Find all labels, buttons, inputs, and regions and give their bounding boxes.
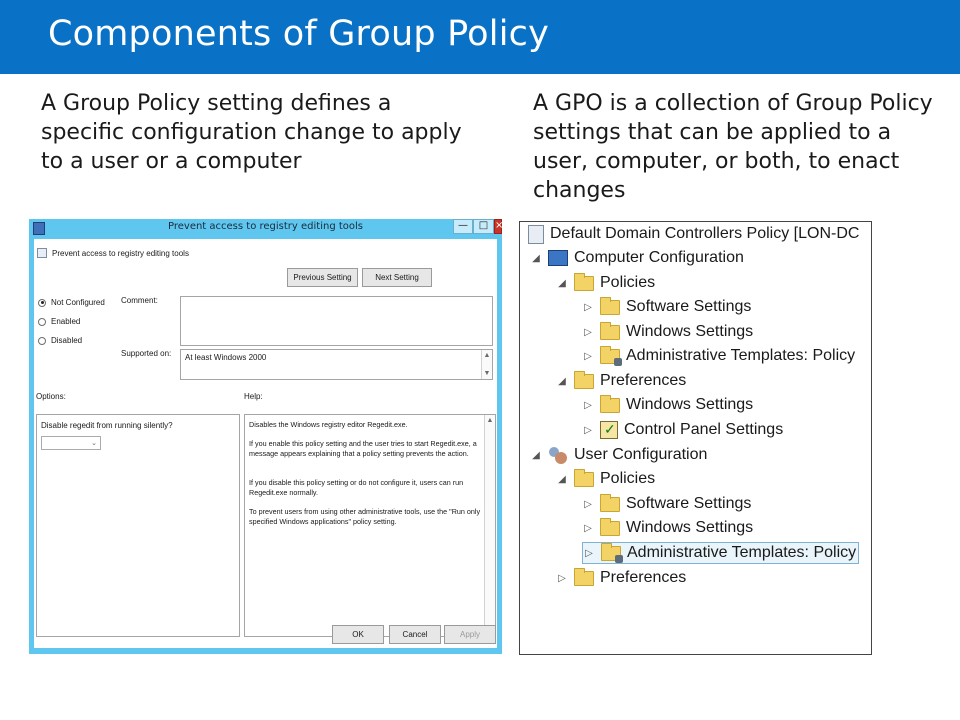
- tree-item-computer-policies[interactable]: [556, 272, 655, 294]
- right-caption: A GPO is a collection of Group Policy settings that can be applied to a user, computer, or both, to enact changes: [533, 91, 933, 203]
- folder-icon: [600, 521, 620, 536]
- radio-label: Enabled: [51, 317, 81, 326]
- tree-item-label: Computer Configuration: [574, 249, 744, 266]
- tree-item-label: Windows Settings: [626, 519, 754, 536]
- tree-item-label: Software Settings: [626, 298, 752, 315]
- tree-item-user-windows-settings[interactable]: [582, 517, 753, 539]
- supported-on-label: Supported on:: [121, 349, 172, 358]
- slide-header: [0, 0, 960, 74]
- collapsed-arrow-icon[interactable]: ▷: [584, 326, 592, 338]
- supported-on-value: At least Windows 2000: [185, 353, 267, 362]
- tree-item-user-configuration[interactable]: [530, 444, 707, 466]
- comment-textarea[interactable]: [180, 296, 493, 346]
- tree-item-user-admin-templates[interactable]: [582, 542, 859, 564]
- tree-item-label: Policies: [600, 274, 656, 291]
- option-text: Disable regedit from running silently?: [41, 421, 173, 430]
- policy-name: Prevent access to registry editing tools: [52, 249, 189, 258]
- dialog-body: [34, 239, 497, 648]
- radio-label: Disabled: [51, 336, 83, 345]
- help-paragraph: To prevent users from using other administrative tools, use the "Run only specified Windows applications" policy setting.: [249, 507, 481, 526]
- help-label: Help:: [244, 392, 263, 401]
- tree-item-label: Policies: [600, 470, 656, 487]
- tree-item-computer-windows-settings[interactable]: [582, 321, 753, 343]
- scroll-up-icon[interactable]: ▲: [486, 417, 494, 424]
- maximize-button[interactable]: □: [473, 219, 494, 234]
- options-label: Options:: [36, 392, 66, 401]
- collapsed-arrow-icon[interactable]: ▷: [584, 301, 592, 313]
- tree-item-computer-configuration[interactable]: [530, 247, 744, 269]
- tree-item-label: Windows Settings: [626, 323, 754, 340]
- radio-disabled[interactable]: [38, 336, 82, 345]
- collapsed-arrow-icon[interactable]: ▷: [584, 424, 592, 436]
- tree-item-user-policies[interactable]: [556, 468, 655, 490]
- collapsed-arrow-icon[interactable]: ▷: [558, 572, 566, 584]
- ok-button[interactable]: OK: [332, 625, 384, 644]
- collapsed-arrow-icon[interactable]: ▷: [584, 522, 592, 534]
- control-panel-icon: [600, 421, 618, 439]
- collapsed-arrow-icon[interactable]: ▷: [584, 399, 592, 411]
- collapsed-arrow-icon[interactable]: ▷: [584, 498, 592, 510]
- tree-item-label: Control Panel Settings: [624, 421, 784, 438]
- left-caption: A Group Policy setting defines a specific configuration change to apply to a user or a computer: [41, 91, 462, 174]
- folder-icon: [600, 325, 620, 340]
- cancel-button[interactable]: Cancel: [389, 625, 441, 644]
- policy-setting-dialog: [29, 219, 502, 654]
- tree-item-user-software-settings[interactable]: [582, 493, 751, 515]
- collapsed-arrow-icon[interactable]: ▷: [584, 350, 592, 362]
- radio-not-configured[interactable]: [38, 298, 105, 307]
- help-panel: [244, 414, 496, 637]
- supported-scrollbar[interactable]: [481, 350, 492, 379]
- scroll-down-icon[interactable]: ▼: [483, 370, 491, 377]
- policy-setting-icon: [37, 248, 47, 258]
- users-icon: [548, 446, 568, 464]
- close-button[interactable]: ×: [494, 219, 502, 234]
- help-paragraph: Disables the Windows registry editor Regedit.exe.: [249, 420, 408, 429]
- help-paragraph: If you enable this policy setting and the user tries to start Regedit.exe, a message appears explaining that a policy setting prevents the action.: [249, 439, 477, 458]
- gpo-tree-panel: [519, 221, 872, 655]
- admin-templates-folder-icon: [601, 546, 621, 561]
- tree-item-label: Preferences: [600, 372, 687, 389]
- tree-item-control-panel-settings[interactable]: [582, 419, 783, 441]
- tree-item-user-preferences[interactable]: [556, 567, 686, 589]
- tree-item-computer-software-settings[interactable]: [582, 296, 751, 318]
- folder-icon: [574, 571, 594, 586]
- help-paragraph: If you disable this policy setting or do not configure it, users can run Regedit.exe normally.: [249, 478, 464, 497]
- folder-icon: [574, 472, 594, 487]
- admin-templates-folder-icon: [600, 349, 620, 364]
- options-panel: [36, 414, 240, 637]
- option-dropdown[interactable]: [41, 436, 101, 450]
- tree-item-label: Preferences: [600, 569, 687, 586]
- help-scrollbar[interactable]: [484, 415, 495, 636]
- radio-indicator: [38, 318, 46, 326]
- folder-icon: [600, 398, 620, 413]
- tree-item-computer-admin-templates[interactable]: [582, 345, 855, 367]
- expanded-arrow-icon[interactable]: ◢: [532, 252, 540, 264]
- next-setting-button[interactable]: Next Setting: [362, 268, 432, 287]
- folder-icon: [574, 276, 594, 291]
- tree-item-computer-preferences[interactable]: [556, 370, 686, 392]
- expanded-arrow-icon[interactable]: ◢: [558, 375, 566, 387]
- radio-label: Not Configured: [51, 298, 105, 307]
- chevron-down-icon: ⌄: [91, 440, 97, 447]
- tree-item-label: User Configuration: [574, 446, 708, 463]
- folder-icon: [600, 300, 620, 315]
- computer-icon: [548, 250, 568, 266]
- apply-button[interactable]: Apply: [444, 625, 496, 644]
- tree-item-label: Default Domain Controllers Policy [LON-DC: [550, 225, 860, 242]
- previous-setting-button[interactable]: Previous Setting: [287, 268, 358, 287]
- expanded-arrow-icon[interactable]: ◢: [558, 473, 566, 485]
- radio-enabled[interactable]: [38, 317, 80, 326]
- tree-item-label: Windows Settings: [626, 396, 754, 413]
- tree-item-pref-windows-settings[interactable]: [582, 394, 753, 416]
- dialog-titlebar[interactable]: [29, 219, 502, 239]
- radio-indicator: [38, 299, 46, 307]
- tree-item-label: Software Settings: [626, 495, 752, 512]
- minimize-button[interactable]: —: [453, 219, 473, 234]
- expanded-arrow-icon[interactable]: ◢: [532, 449, 540, 461]
- folder-icon: [600, 497, 620, 512]
- tree-item-root-policy[interactable]: [522, 223, 859, 245]
- supported-on-box: [180, 349, 493, 380]
- tree-item-label: Administrative Templates: Policy: [626, 347, 856, 364]
- comment-label: Comment:: [121, 296, 158, 305]
- slide-title: Components of Group Policy: [48, 14, 549, 54]
- collapsed-arrow-icon[interactable]: ▷: [585, 547, 593, 559]
- expanded-arrow-icon[interactable]: ◢: [558, 277, 566, 289]
- scroll-up-icon[interactable]: ▲: [483, 352, 491, 359]
- folder-icon: [574, 374, 594, 389]
- radio-indicator: [38, 337, 46, 345]
- policy-document-icon: [528, 225, 544, 244]
- tree-item-label: Administrative Templates: Policy: [627, 544, 857, 561]
- dialog-title: Prevent access to registry editing tools: [168, 221, 363, 232]
